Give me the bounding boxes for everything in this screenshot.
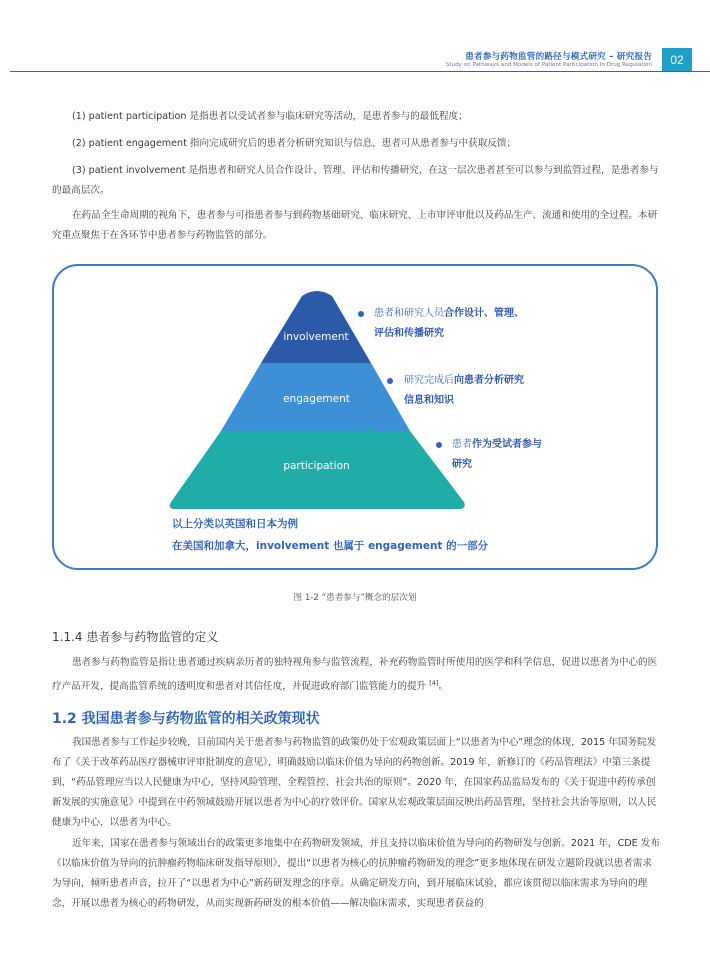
- pyramid-top-layer: [261, 291, 371, 363]
- diagram-note-1: 以上分类以英国和日本为例: [172, 518, 298, 530]
- annotation-participation-plain: 患者: [452, 439, 472, 450]
- annotation-bullet-3: [436, 442, 442, 448]
- annotation-involvement: [374, 304, 524, 344]
- annotation-involvement-bold: 合作设计、管理、评估和传播研究: [374, 308, 524, 339]
- section-114-end: 。: [438, 681, 449, 693]
- annotation-participation-bold: 作为受试者参与研究: [452, 439, 542, 470]
- annotation-bullet-2: [387, 378, 393, 384]
- section-114-text: 患者参与药物监管是指让患者通过疾病亲历者的独特视角参与监管流程，补充药物监管时所使用的医学和科学信息，促进以患者为中心的医疗产品开发，提高监管系统的透明度和患者对其信任度，并促进政府部门监管能力的提升: [52, 657, 658, 693]
- diagram-note-2: 在美国和加拿大，involvement 也属于 engagement 的一部分: [172, 540, 489, 552]
- annotation-engagement-bold: 向患者分析研究信息和知识: [404, 375, 524, 406]
- participation-hierarchy-diagram: [52, 264, 658, 570]
- page-number-badge: 02: [662, 48, 692, 72]
- paragraph-lifecycle: 在药品全生命周期的视角下，患者参与可指患者参与到药物基础研究、临床研究、上市审评审批以及药品生产、流通和使用的全过程。本研究重点聚焦于在各环节中患者参与药物监管的部分。: [52, 210, 658, 241]
- page-header: [0, 42, 710, 72]
- pyramid-graphic: [54, 266, 660, 572]
- header-divider: [10, 71, 710, 72]
- pyramid-label-engagement: engagement: [283, 393, 350, 405]
- section-114-heading: 1.1.4 患者参与药物监管的定义: [52, 630, 219, 644]
- pyramid-label-involvement: involvement: [283, 331, 349, 343]
- annotation-engagement-plain: 研究完成后: [404, 375, 454, 386]
- section-114-paragraph: [52, 653, 660, 697]
- paragraph-involvement: (3) patient involvement 是指患者和研究人员合作设计、管理、评估和传播研究，在这一层次患者甚至可以参与到监管过程，是患者参与的最高层次。: [52, 165, 659, 196]
- paragraph-engagement: (2) patient engagement 指向完成研究后的患者分析研究知识与信息，患者可从患者参与中获取反馈；: [72, 138, 517, 149]
- reference-4: [4]: [429, 679, 439, 687]
- annotation-bullet-1: [358, 311, 364, 317]
- header-title: 患者参与药物监管的路径与模式研究 – 研究报告: [465, 52, 652, 62]
- annotation-engagement: [404, 371, 529, 411]
- header-subtitle: Study on Pathways and Models of Patient Participation In Drug Regulation: [445, 62, 652, 68]
- section-12-heading: 1.2 我国患者参与药物监管的相关政策现状: [52, 711, 320, 727]
- section-12-paragraph-1: 我国患者参与工作起步较晚，目前国内关于患者参与药物监管的政策仍处于宏观政策层面上“以患者为中心”理念的体现，2015 年国务院发布了《关于改革药品医疗器械审评审批制度的意见》，明确鼓励以临床价值为导向的药物创新。2019 年，新修订的《药品管理法》中第三条提到，“药品管理应当以人民健康为中心，坚持风险管理、全程管控、社会共治的原则”。2020 年，在国家药品监局发布的《关于促进中药传承创新发展的实施意见》中提到在中药领域鼓励开展以患者为中心的疗效评价。国家从宏观政策层面反映出药品管理，坚持社会共治等原则，以人民健康为中心，以患者为中心。: [52, 737, 657, 828]
- paragraph-participation: (1) patient participation 是指患者以受试者参与临床研究等活动，是患者参与的最低程度；: [72, 111, 468, 122]
- annotation-participation: [452, 435, 542, 475]
- figure-caption: 图 1-2 “患者参与”概念的层次划: [293, 593, 417, 603]
- annotation-involvement-plain: 患者和研究人员: [374, 308, 444, 319]
- section-12-paragraph-2: 近年来，国家在患者参与领域出台的政策更多地集中在药物研发领域，并且支持以临床价值为导向的药物研发与创新。2021 年，CDE 发布《以临床价值为导向的抗肿瘤药物临床研发指导原则》，提出“以患者为核心的抗肿瘤药物研发的理念”更多地体现在研发立题阶段就以患者需求为导向，倾听患者声音，拉开了“以患者为中心”新药研发理念的序章。从确定研发方向，到开展临床试验，都应该贯彻以临床需求为导向的理念，开展以患者为核心的药物研发，从而实现新药研发的根本价值——解决临床需求，实现患者获益的: [52, 838, 660, 909]
- pyramid-label-participation: participation: [283, 460, 350, 472]
